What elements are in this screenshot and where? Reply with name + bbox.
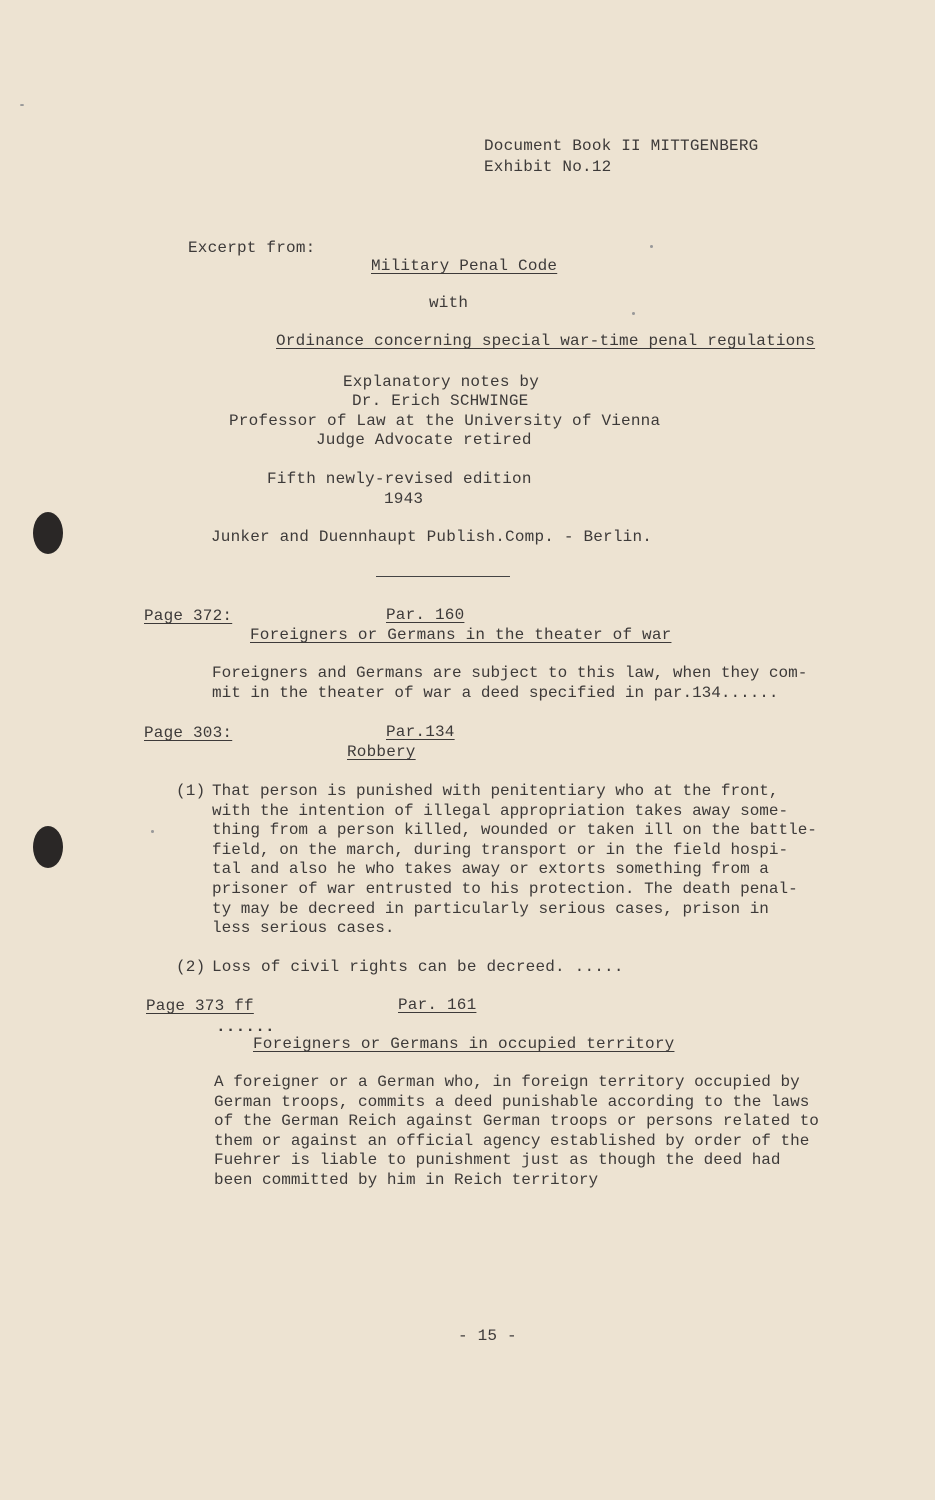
edition-label: Fifth newly-revised edition (267, 470, 532, 488)
ordinance-title: Ordinance concerning special war-time penal regulations (276, 332, 816, 350)
with-label: with (429, 294, 469, 312)
par-160-body: Foreigners and Germans are subject to this law, when they com- mit in the theater of war a deed specified in par.134...... (212, 664, 808, 702)
notes-line-3: Professor of Law at the University of Vienna (229, 412, 661, 430)
notes-line-4: Judge Advocate retired (316, 431, 532, 449)
document-book-label: Document Book II MITTGENBERG (484, 137, 759, 155)
punch-hole-bottom (33, 826, 63, 868)
exhibit-number: Exhibit No.12 (484, 158, 612, 176)
edition-year: 1943 (384, 490, 424, 508)
par-161: Par. 161 (398, 996, 477, 1014)
paper-speck (650, 245, 653, 248)
excerpt-label: Excerpt from: (188, 239, 316, 257)
item-1-number: (1) (176, 782, 206, 800)
heading-occupied-territory: Foreigners or Germans in occupied territory (253, 1035, 675, 1053)
paper-speck (151, 830, 154, 833)
par-161-body: A foreigner or a German who, in foreign territory occupied by German troops, commits a deed punishable according to the laws of the German Reich against German troops or persons related to them or against an official agency established by order of the Fuehrer is liable to punishment just as though the deed had been committed by him in Reich territory (214, 1073, 819, 1189)
page-number: - 15 - (458, 1327, 517, 1345)
notes-line-1: Explanatory notes by (343, 373, 540, 391)
notes-line-2: Dr. Erich SCHWINGE (352, 392, 529, 410)
paper-speck (20, 104, 24, 106)
section-3-ellipsis: ...... (216, 1018, 275, 1036)
item-2-body: Loss of civil rights can be decreed. ..... (212, 958, 624, 976)
paper-speck (632, 312, 635, 315)
page-ref-373: Page 373 ff (146, 997, 254, 1015)
section-divider (376, 576, 510, 577)
code-title: Military Penal Code (371, 257, 558, 275)
heading-theater-of-war: Foreigners or Germans in the theater of war (250, 626, 672, 644)
par-160: Par. 160 (386, 606, 465, 624)
publisher-line: Junker and Duennhaupt Publish.Comp. - Berlin. (211, 528, 653, 546)
punch-hole-top (33, 512, 63, 554)
par-134: Par.134 (386, 723, 455, 741)
item-1-body: That person is punished with penitentiary who at the front, with the intention of illegal appropriation takes away some- thing from a person killed, wounded or taken ill on the battle- field, on the march, during transport or in the field hospi- tal and also he who takes away or extorts something from a prisoner of war entrusted to his protection. The death penal- ty may be decreed in particularly serious cases, prison in less serious cases. (212, 782, 817, 938)
page-ref-372: Page 372: (144, 607, 233, 625)
page-ref-303: Page 303: (144, 724, 233, 742)
item-2-number: (2) (176, 958, 206, 976)
heading-robbery: Robbery (347, 743, 416, 761)
